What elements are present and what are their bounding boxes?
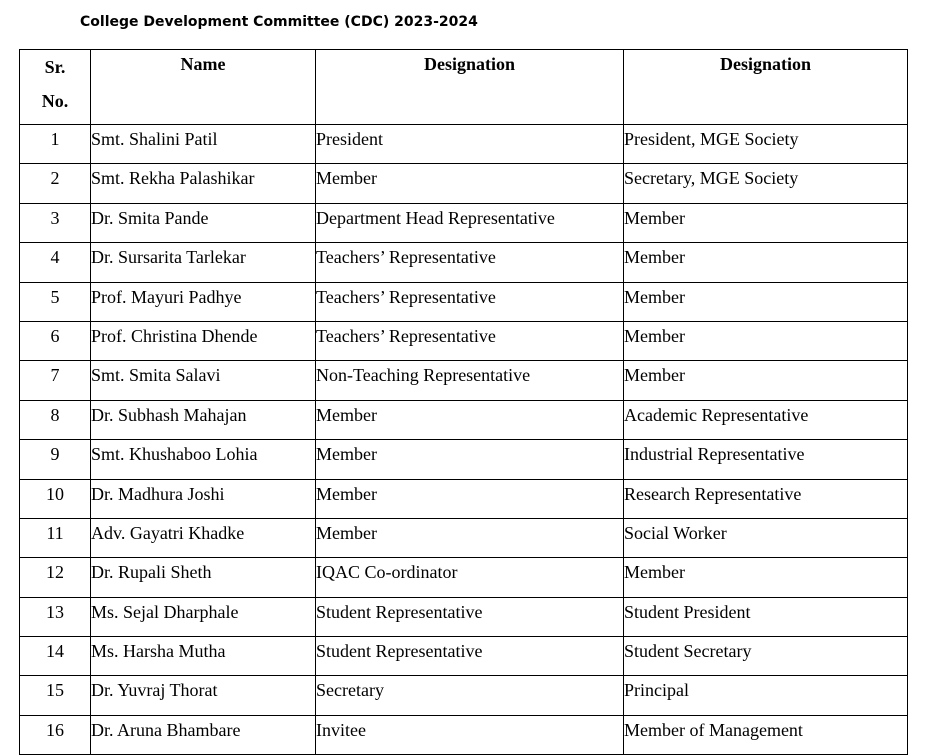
cell-designation-2: Member of Management xyxy=(624,715,908,754)
table-body xyxy=(20,125,908,755)
header-name: Name xyxy=(91,50,316,125)
document-title: College Development Committee (CDC) 2023-2024 xyxy=(80,14,478,30)
cell-designation-1: Student Representative xyxy=(316,597,624,636)
cell-designation-1: Member xyxy=(316,440,624,479)
cell-designation-2: Social Worker xyxy=(624,518,908,557)
cell-designation-1: President xyxy=(316,125,624,164)
table-row xyxy=(20,164,908,203)
cell-designation-2: Member xyxy=(624,203,908,242)
cell-designation-2: Member xyxy=(624,361,908,400)
cell-name: Smt. Khushaboo Lohia xyxy=(91,440,316,479)
cell-designation-1: Invitee xyxy=(316,715,624,754)
cell-sr-no: 14 xyxy=(20,637,91,676)
cell-designation-1: Member xyxy=(316,400,624,439)
table-header-row xyxy=(20,50,908,125)
table-row xyxy=(20,518,908,557)
cdc-members-table xyxy=(19,49,908,755)
cell-name: Smt. Shalini Patil xyxy=(91,125,316,164)
cell-designation-2: Member xyxy=(624,558,908,597)
cell-name: Dr. Subhash Mahajan xyxy=(91,400,316,439)
cell-sr-no: 7 xyxy=(20,361,91,400)
cell-designation-2: President, MGE Society xyxy=(624,125,908,164)
cell-designation-2: Member xyxy=(624,321,908,360)
cell-sr-no: 4 xyxy=(20,243,91,282)
cell-name: Dr. Smita Pande xyxy=(91,203,316,242)
cell-sr-no: 11 xyxy=(20,518,91,557)
header-sr-line2: No. xyxy=(41,91,69,111)
table-row xyxy=(20,440,908,479)
cell-name: Prof. Christina Dhende xyxy=(91,321,316,360)
cell-designation-1: Teachers’ Representative xyxy=(316,282,624,321)
cell-sr-no: 1 xyxy=(20,125,91,164)
cell-designation-2: Member xyxy=(624,243,908,282)
cell-sr-no: 12 xyxy=(20,558,91,597)
cell-sr-no: 15 xyxy=(20,676,91,715)
cell-designation-1: Teachers’ Representative xyxy=(316,243,624,282)
cell-designation-2: Student President xyxy=(624,597,908,636)
cell-name: Dr. Sursarita Tarlekar xyxy=(91,243,316,282)
table-row xyxy=(20,125,908,164)
cell-designation-2: Research Representative xyxy=(624,479,908,518)
table-row xyxy=(20,637,908,676)
cell-designation-1: Non-Teaching Representative xyxy=(316,361,624,400)
header-sr-no xyxy=(20,50,91,125)
cell-designation-1: Member xyxy=(316,479,624,518)
cell-sr-no: 5 xyxy=(20,282,91,321)
cell-designation-1: Department Head Representative xyxy=(316,203,624,242)
cell-designation-2: Student Secretary xyxy=(624,637,908,676)
cell-sr-no: 2 xyxy=(20,164,91,203)
cell-designation-2: Secretary, MGE Society xyxy=(624,164,908,203)
cell-sr-no: 13 xyxy=(20,597,91,636)
table-row xyxy=(20,321,908,360)
cell-designation-1: Secretary xyxy=(316,676,624,715)
cell-designation-2: Academic Representative xyxy=(624,400,908,439)
cell-sr-no: 8 xyxy=(20,400,91,439)
table-row xyxy=(20,558,908,597)
cell-name: Prof. Mayuri Padhye xyxy=(91,282,316,321)
cell-name: Ms. Harsha Mutha xyxy=(91,637,316,676)
cell-sr-no: 16 xyxy=(20,715,91,754)
table-row xyxy=(20,282,908,321)
header-sr-line1: Sr. xyxy=(44,57,66,77)
cell-designation-1: Teachers’ Representative xyxy=(316,321,624,360)
cell-name: Dr. Madhura Joshi xyxy=(91,479,316,518)
table-row xyxy=(20,676,908,715)
cell-designation-2: Member xyxy=(624,282,908,321)
table-row xyxy=(20,479,908,518)
table-row xyxy=(20,400,908,439)
cell-designation-1: Member xyxy=(316,164,624,203)
cell-designation-2: Principal xyxy=(624,676,908,715)
table-row xyxy=(20,203,908,242)
table-row xyxy=(20,243,908,282)
cell-name: Dr. Rupali Sheth xyxy=(91,558,316,597)
cell-name: Smt. Smita Salavi xyxy=(91,361,316,400)
cell-name: Ms. Sejal Dharphale xyxy=(91,597,316,636)
cell-name: Smt. Rekha Palashikar xyxy=(91,164,316,203)
cell-designation-1: IQAC Co-ordinator xyxy=(316,558,624,597)
table-row xyxy=(20,361,908,400)
table-row xyxy=(20,715,908,754)
header-designation-2: Designation xyxy=(624,50,908,125)
header-designation-1: Designation xyxy=(316,50,624,125)
table-row xyxy=(20,597,908,636)
cell-sr-no: 6 xyxy=(20,321,91,360)
cell-name: Dr. Yuvraj Thorat xyxy=(91,676,316,715)
cell-designation-1: Member xyxy=(316,518,624,557)
cell-sr-no: 3 xyxy=(20,203,91,242)
cell-sr-no: 10 xyxy=(20,479,91,518)
cell-designation-2: Industrial Representative xyxy=(624,440,908,479)
cell-sr-no: 9 xyxy=(20,440,91,479)
cell-designation-1: Student Representative xyxy=(316,637,624,676)
cell-name: Adv. Gayatri Khadke xyxy=(91,518,316,557)
cell-name: Dr. Aruna Bhambare xyxy=(91,715,316,754)
